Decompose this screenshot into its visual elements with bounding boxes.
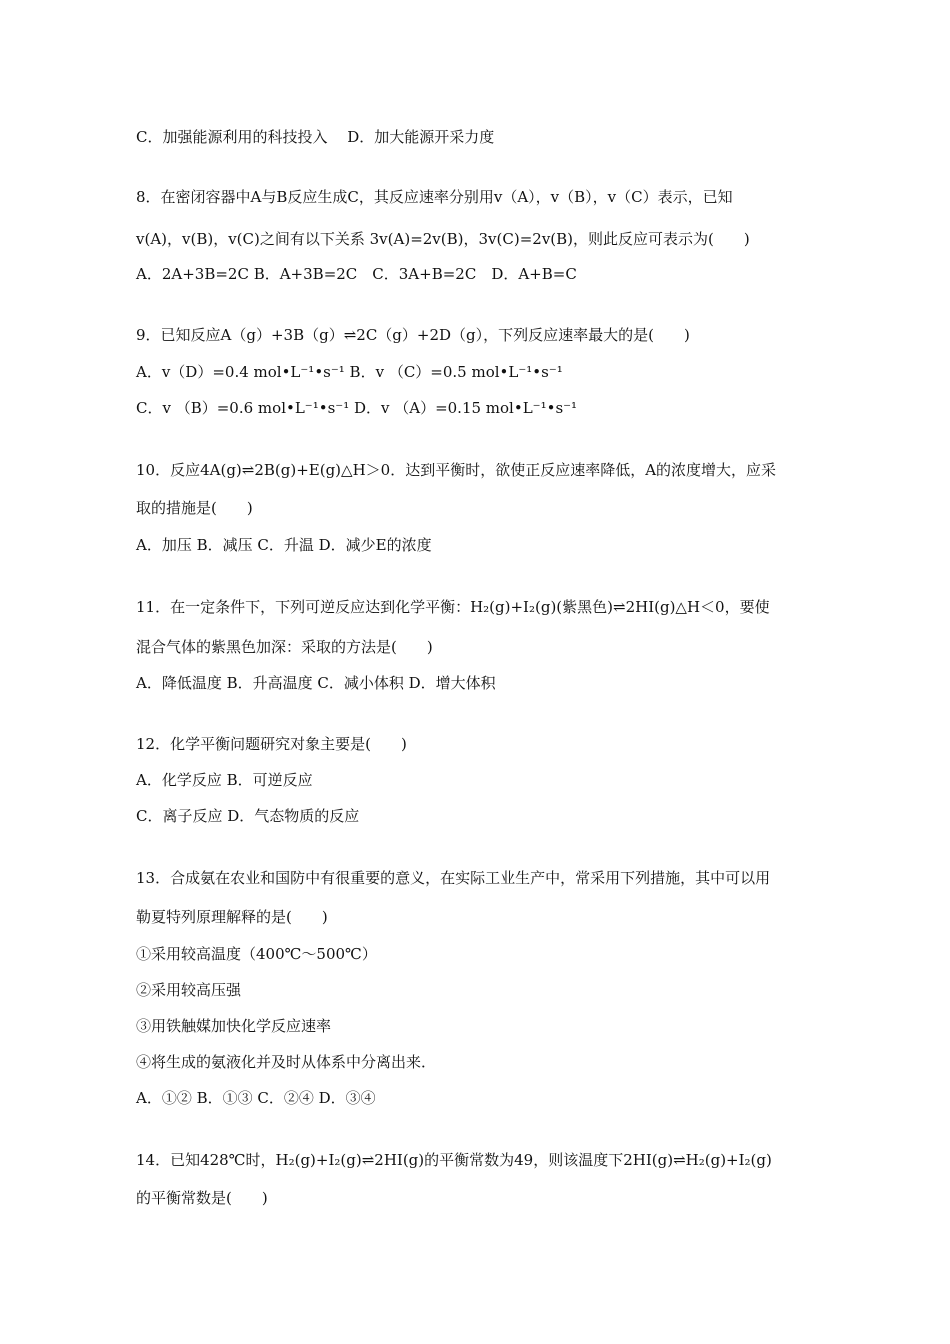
q13-item-1: ①采用较高温度（400℃～500℃） (136, 945, 377, 963)
q7-options-cd: C．加强能源利用的科技投入 D．加大能源开采力度 (136, 128, 495, 146)
q10-stem-line2: 取的措施是( ) (136, 499, 253, 517)
q11-stem-line2: 混合气体的紫黑色加深：采取的方法是( ) (136, 638, 433, 656)
q12-stem: 12．化学平衡问题研究对象主要是( ) (136, 735, 407, 753)
q12-options-ab: A．化学反应 B．可逆反应 (136, 771, 313, 789)
q9-stem: 9．已知反应A（g）+3B（g）⇌2C（g）+2D（g），下列反应速率最大的是( ) (136, 326, 690, 344)
q12-options-cd: C．离子反应 D．气态物质的反应 (136, 807, 360, 825)
q13-item-4: ④将生成的氨液化并及时从体系中分离出来． (136, 1053, 437, 1071)
q10-options: A．加压 B．减压 C．升温 D．减少E的浓度 (136, 536, 432, 554)
q9-options-cd: C．v （B）=0.6 mol•L⁻¹•s⁻¹ D．v （A）=0.15 mol•L⁻¹•s⁻¹ (136, 399, 578, 417)
q13-item-2: ②采用较高压强 (136, 981, 242, 999)
q8-stem-line1: 8．在密闭容器中A与B反应生成C，其反应速率分别用v（A），v（B），v（C）表示，已知 (136, 188, 733, 206)
q9-options-ab: A．v（D）=0.4 mol•L⁻¹•s⁻¹ B．v （C）=0.5 mol•L⁻¹•s⁻¹ (136, 363, 563, 381)
q10-stem-line1: 10．反应4A(g)⇌2B(g)+E(g)△H＞0．达到平衡时，欲使正反应速率降低，A的浓度增大，应采 (136, 461, 777, 479)
q8-options: A．2A+3B=2C B．A+3B=2C C．3A+B=2C D．A+B=C (136, 265, 577, 283)
q14-stem-line1: 14．已知428℃时，H₂(g)+I₂(g)⇌2HI(g)的平衡常数为49，则该温度下2HI(g)⇌H₂(g)+I₂(g) (136, 1151, 772, 1169)
q11-stem-line1: 11．在一定条件下，下列可逆反应达到化学平衡：H₂(g)+I₂(g)(紫黑色)⇌2HI(g)△H＜0，要使 (136, 598, 770, 616)
q13-stem-line2: 勒夏特列原理解释的是( ) (136, 908, 328, 926)
q13-item-3: ③用铁触媒加快化学反应速率 (136, 1017, 332, 1035)
q13-stem-line1: 13．合成氨在农业和国防中有很重要的意义，在实际工业生产中，常采用下列措施，其中可以用 (136, 869, 771, 887)
q14-stem-line2: 的平衡常数是( ) (136, 1189, 268, 1207)
q13-options: A．①② B．①③ C．②④ D．③④ (136, 1089, 376, 1107)
q8-stem-line2: v(A)，v(B)，v(C)之间有以下关系 3v(A)=2v(B)，3v(C)=2v(B)，则此反应可表示为( ) (136, 230, 750, 248)
q11-options: A．降低温度 B．升高温度 C．减小体积 D．增大体积 (136, 674, 496, 692)
